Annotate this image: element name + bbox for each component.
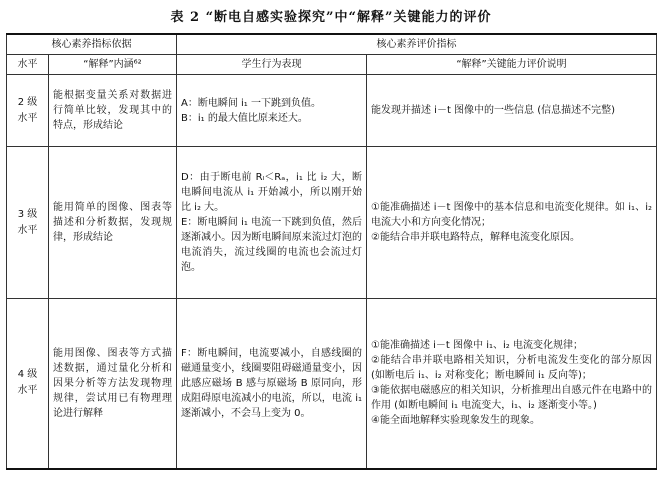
evaluation-line: ②能结合串并联电路特点，解释电流变化原因。	[371, 232, 580, 243]
connotation-cell: 能根据变量关系对数据进行简单比较，发现其中的特点，形成结论	[49, 75, 177, 147]
level-text: 水平	[17, 112, 38, 124]
table-row	[7, 299, 657, 469]
header-group-left: 核心素养指标依据	[7, 34, 177, 55]
evaluation-cell	[367, 75, 657, 147]
table-title: 表 2 “断电自感实验探究”中“解释”关键能力的评价	[170, 10, 492, 25]
evaluation-line: ③能依据电磁感应的相关知识，分析推理出自感元件在电路中的作用 (如断电瞬间 i₁ 电流变大，i₁、i₂ 逐渐变小等。)	[371, 385, 652, 412]
behavior-line: B：i₁ 的最大值比原来还大。	[181, 112, 308, 124]
behavior-line: A：断电瞬间 i₁ 一下跳到负值。	[181, 97, 321, 109]
column-header-connotation: “解释”内涵⁶²	[49, 55, 177, 75]
header-group-right: 核心素养评价指标	[177, 34, 657, 55]
level-cell	[7, 75, 49, 147]
behavior-cell	[177, 147, 367, 299]
evaluation-line: 能发现并描述 i－t 图像中的一些信息 (信息描述不完整)	[371, 105, 616, 116]
behavior-line: E：断电瞬间 i₁ 电流一下跳到负值，然后逐渐减小。因为断电瞬间原来流过灯泡的电流消失，流过线圈的电流也会流过灯泡。	[181, 217, 362, 273]
evaluation-table	[6, 33, 657, 470]
column-header-evaluation: “解释”关键能力评价说明	[367, 55, 657, 75]
connotation-cell: 能用图像、图表等方式描述数据，通过量化分析和因果分析等方法发现物理规律，尝试用已有物理理论进行解释	[49, 299, 177, 469]
evaluation-line: ①能准确描述 i－t 图像中的基本信息和电流变化规律。如 i₁、i₂ 电流大小和方向变化情况；	[371, 202, 652, 228]
behavior-cell	[177, 299, 367, 469]
behavior-line: D：由于断电前 Rₗ＜Rₐ，i₁ 比 i₂ 大，断电瞬间电流从 i₁ 开始减小，所以刚开始比 i₂ 大。	[181, 172, 362, 213]
level-cell	[7, 147, 49, 299]
evaluation-cell	[367, 299, 657, 469]
level-text: 水平	[17, 385, 38, 397]
behavior-line: F：断电瞬间，电流要减小，自感线圈的磁通量变小，线圈要阻碍磁通量变小，因此感应磁场 B 感与原磁场 B 原同向，形成阻碍原电流减小的电流，所以，电流 i₁ 逐渐减小，不会马上变为 0。	[181, 347, 362, 419]
column-header-behavior: 学生行为表现	[177, 55, 367, 75]
level-text: 4 级	[17, 369, 38, 381]
level-text: 水平	[17, 224, 38, 236]
table-row	[7, 75, 657, 147]
table-row	[7, 147, 657, 299]
level-text: 3 级	[17, 208, 38, 220]
evaluation-cell	[367, 147, 657, 299]
column-header-level: 水平	[7, 55, 49, 75]
evaluation-line: ①能准确描述 i－t 图像中 i₁、i₂ 电流变化规律；	[371, 340, 583, 352]
level-text: 2 级	[17, 96, 38, 108]
connotation-cell: 能用简单的图像、图表等描述和分析数据，发现规律，形成结论	[49, 147, 177, 299]
behavior-cell	[177, 75, 367, 147]
evaluation-line: ②能结合串并联电路相关知识，分析电流发生变化的部分原因 (如断电后 i₁、i₂ 对称变化；断电瞬间 i₁ 反向等)；	[371, 355, 652, 382]
level-cell	[7, 299, 49, 469]
evaluation-line: ④能全面地解释实验现象发生的现象。	[371, 415, 540, 427]
